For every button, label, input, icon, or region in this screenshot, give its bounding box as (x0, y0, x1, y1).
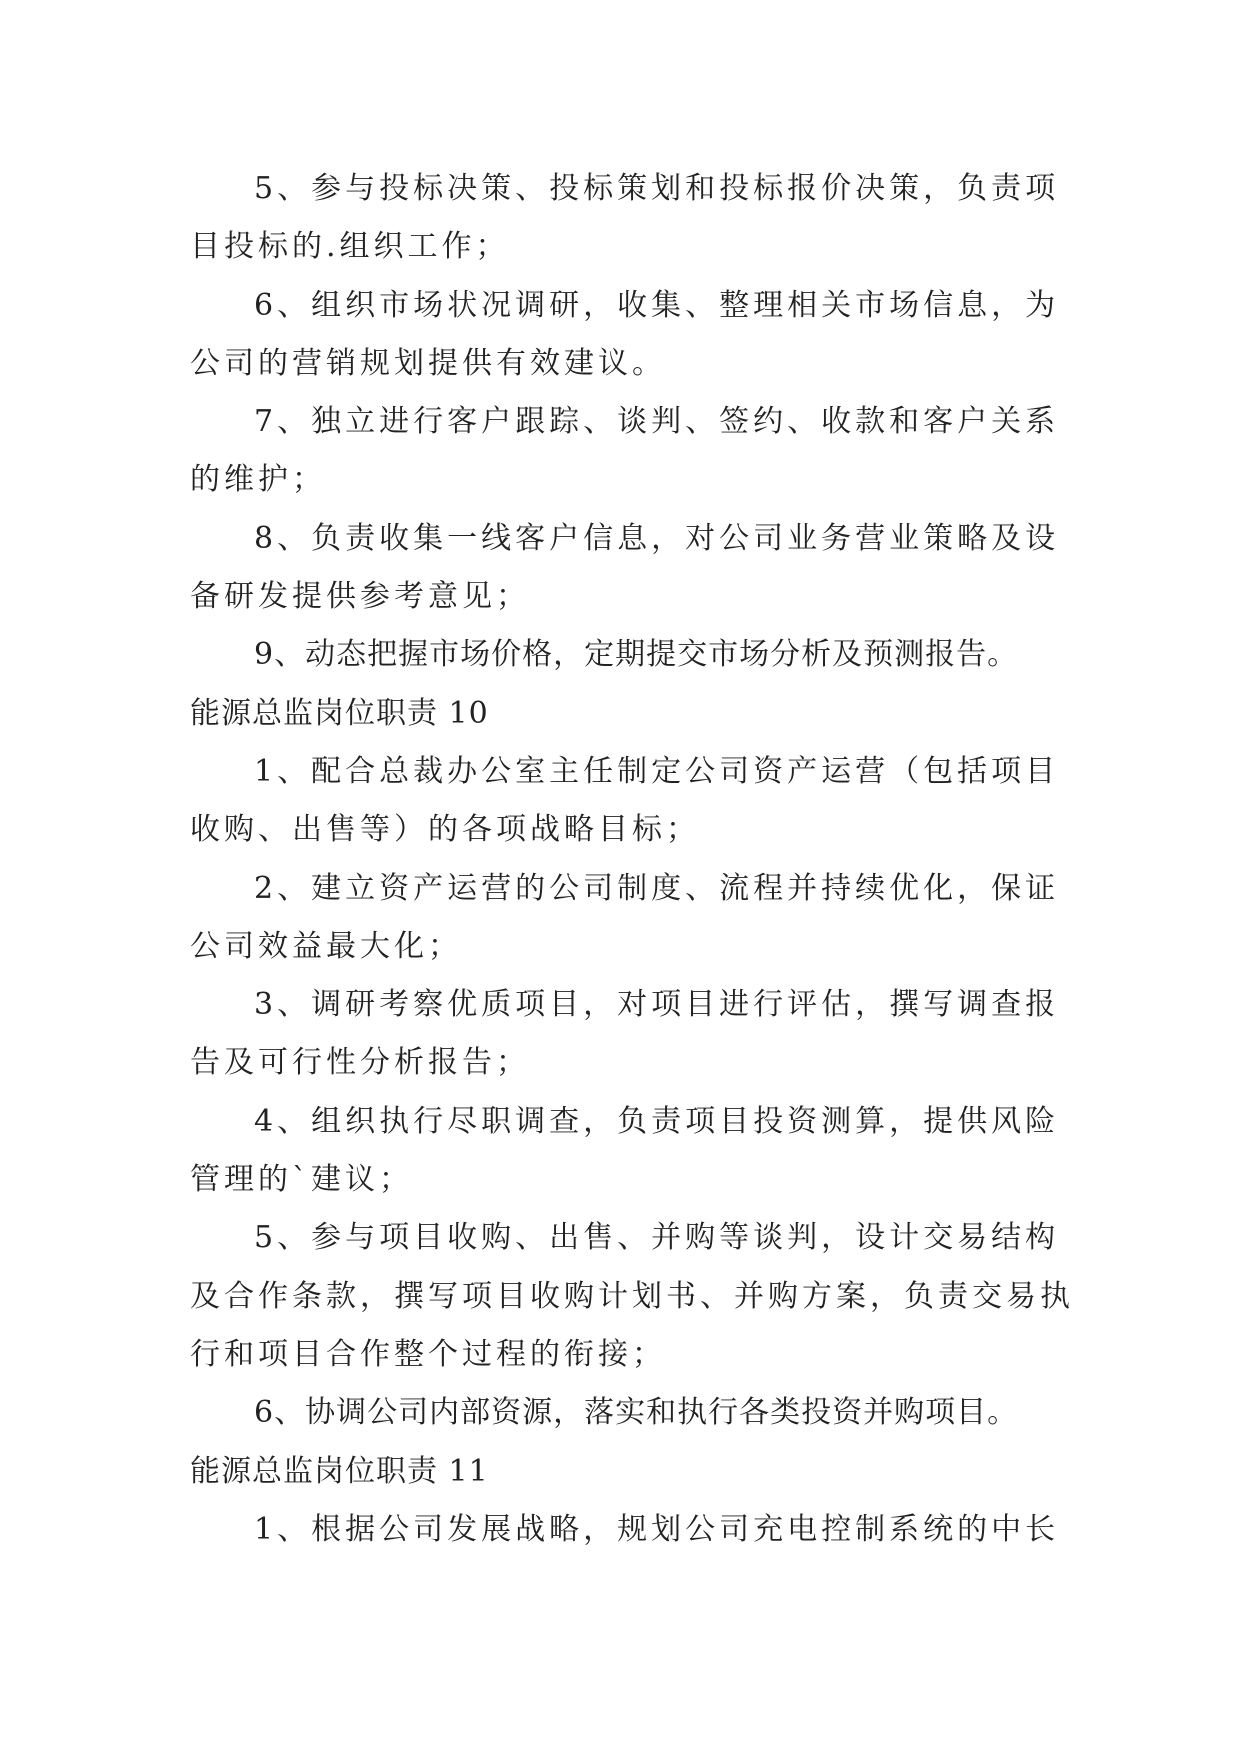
paragraph-line: 7、独立进行客户跟踪、谈判、签约、收款和客户关系 (254, 404, 1060, 440)
paragraph-line: 9、动态把握市场价格，定期提交市场分析及预测报告。 (254, 637, 1019, 673)
document-body (190, 160, 1074, 1559)
paragraph-line: 备研发提供参考意见； (190, 579, 530, 615)
paragraph-line: 4、组织执行尽职调查，负责项目投资测算，提供风险 (254, 1103, 1060, 1139)
paragraph-line: 行和项目合作整个过程的衔接； (190, 1336, 666, 1372)
section-heading: 能源总监岗位职责 11 (190, 1453, 489, 1489)
paragraph-line: 公司效益最大化； (190, 928, 462, 964)
section-heading: 能源总监岗位职责 10 (190, 695, 489, 731)
paragraph-line: 6、协调公司内部资源，落实和执行各类投资并购项目。 (254, 1395, 1019, 1431)
paragraph-line: 告及可行性分析报告； (190, 1045, 530, 1081)
paragraph-line: 1、根据公司发展战略，规划公司充电控制系统的中长 (254, 1511, 1060, 1547)
paragraph-line: 6、组织市场状况调研，收集、整理相关市场信息，为 (254, 287, 1060, 323)
paragraph-line: 3、调研考察优质项目，对项目进行评估，撰写调查报 (254, 987, 1060, 1023)
paragraph-line: 管理的`建议； (190, 1162, 413, 1198)
paragraph-line: 目投标的.组织工作； (190, 229, 510, 265)
paragraph-line: 1、配合总裁办公室主任制定公司资产运营（包括项目 (254, 753, 1060, 789)
paragraph-line: 公司的营销规划提供有效建议。 (190, 345, 666, 381)
paragraph-line: 的维护； (190, 462, 326, 498)
paragraph-line: 及合作条款，撰写项目收购计划书、并购方案，负责交易执 (190, 1278, 1074, 1314)
paragraph-line: 8、负责收集一线客户信息，对公司业务营业策略及设 (254, 520, 1060, 556)
paragraph-line: 收购、出售等）的各项战略目标； (190, 812, 700, 848)
paragraph-line: 5、参与项目收购、出售、并购等谈判，设计交易结构 (254, 1220, 1060, 1256)
paragraph-line: 2、建立资产运营的公司制度、流程并持续优化，保证 (254, 870, 1060, 906)
paragraph-line: 5、参与投标决策、投标策划和投标报价决策，负责项 (254, 171, 1060, 206)
